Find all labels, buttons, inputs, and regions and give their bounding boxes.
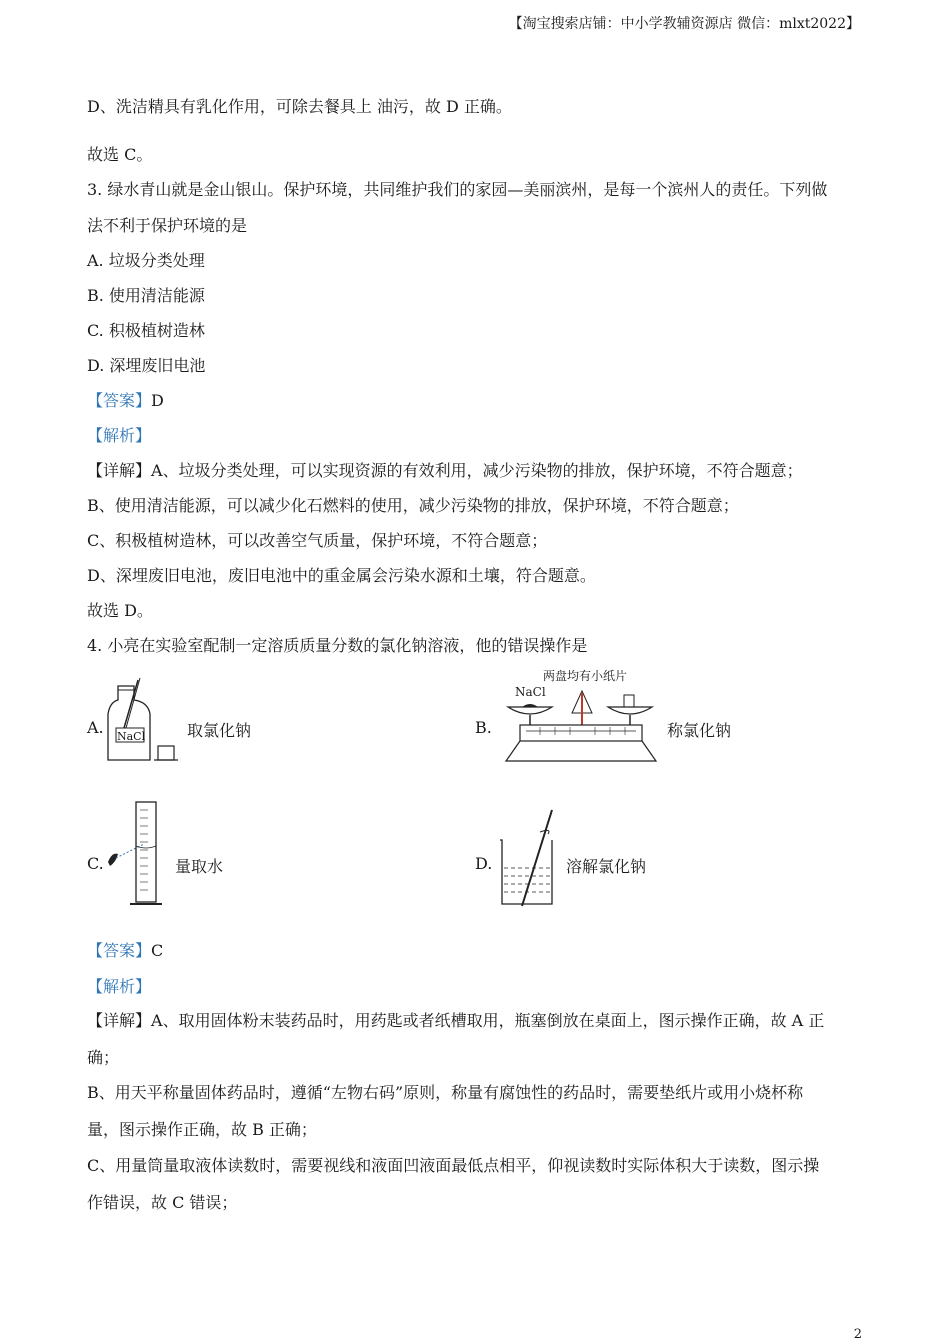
detail-tag: 【详解】	[87, 1011, 152, 1030]
q4-option-a-caption: 取氯化钠	[187, 721, 252, 740]
answer-tag: 【答案】	[87, 391, 152, 410]
q3-option-c: C. 积极植树造林	[87, 321, 205, 340]
pan-label: NaCl	[515, 685, 546, 699]
q4-detail-line-2: 确；	[87, 1048, 120, 1067]
page-number: 2	[853, 1327, 862, 1342]
q4-detail-line-3: B、用天平称量固体药品时，遵循“左物右码”原则，称量有腐蚀性的药品时，需要垫纸片或用小烧杯称	[87, 1083, 804, 1102]
graduated-cylinder-figure	[104, 800, 166, 910]
bottle-label: NaCl	[117, 730, 146, 743]
q4-detail-line-1	[87, 1008, 824, 1031]
prev-d-line: D、洗洁精具有乳化作用，可除去餐具上 油污，故 D 正确。	[87, 97, 512, 116]
balance-figure	[500, 685, 662, 767]
q3-stem-line-1: 3. 绿水青山就是金山银山。保护环境，共同维护我们的家园—美丽滨州，是每一个滨州人的责任。下列做	[87, 180, 828, 199]
answer-value: D	[151, 391, 164, 410]
q4-option-a-letter: A.	[87, 718, 104, 737]
q3-analysis-tag: 【解析】	[87, 426, 152, 445]
q3-detail-c: C、积极植树造林，可以改善空气质量，保护环境，不符合题意；	[87, 531, 548, 550]
beaker-figure	[496, 806, 560, 910]
q4-option-d-letter: D.	[475, 854, 493, 873]
answer-value: C	[151, 941, 164, 960]
q3-option-a: A. 垃圾分类处理	[87, 251, 205, 270]
q3-answer	[87, 388, 164, 411]
page-header: 【淘宝搜索店铺：中小学教辅资源店 微信：mlxt2022】	[508, 16, 860, 32]
q4-answer	[87, 938, 163, 961]
q4-detail-line-4: 量，图示操作正确，故 B 正确；	[87, 1120, 317, 1139]
q4-detail-line-6: 作错误，故 C 错误；	[87, 1193, 238, 1212]
q4-option-c-letter: C.	[87, 854, 104, 873]
q3-stem-line-2: 法不利于保护环境的是	[87, 216, 248, 235]
q4-option-c-caption: 量取水	[175, 857, 224, 876]
q4-analysis-tag: 【解析】	[87, 977, 152, 996]
detail-text: A、垃圾分类处理，可以实现资源的有效利用，减少污染物的排放，保护环境，不符合题意；	[151, 461, 803, 480]
detail-tag: 【详解】	[87, 461, 152, 480]
q3-option-d: D. 深埋废旧电池	[87, 356, 206, 375]
prev-conclusion: 故选 C。	[87, 145, 153, 164]
detail-text: A、取用固体粉末装药品时，用药匙或者纸槽取用，瓶塞倒放在桌面上，图示操作正确，故 A 正	[151, 1011, 825, 1030]
q4-detail-line-5: C、用量筒量取液体读数时，需要视线和液面凹液面最低点相平，仰视读数时实际体积大于读数，图示操	[87, 1156, 820, 1175]
reagent-bottle-figure	[104, 670, 184, 766]
q4-stem: 4. 小亮在实验室配制一定溶质质量分数的氯化钠溶液，他的错误操作是	[87, 636, 588, 655]
q3-option-b: B. 使用清洁能源	[87, 286, 205, 305]
q3-conclusion: 故选 D。	[87, 601, 153, 620]
q3-detail-d: D、深埋废旧电池，废旧电池中的重金属会污染水源和土壤，符合题意。	[87, 566, 596, 585]
answer-tag: 【答案】	[87, 941, 152, 960]
balance-note: 两盘均有小纸片	[543, 669, 628, 683]
q4-option-b-letter: B.	[475, 718, 492, 737]
q3-detail-b: B、使用清洁能源，可以减少化石燃料的使用，减少污染物的排放，保护环境，不符合题意；	[87, 496, 739, 515]
q3-detail-a	[87, 458, 803, 481]
q4-option-b-caption: 称氯化钠	[667, 721, 732, 740]
q4-option-d-caption: 溶解氯化钠	[566, 857, 647, 876]
